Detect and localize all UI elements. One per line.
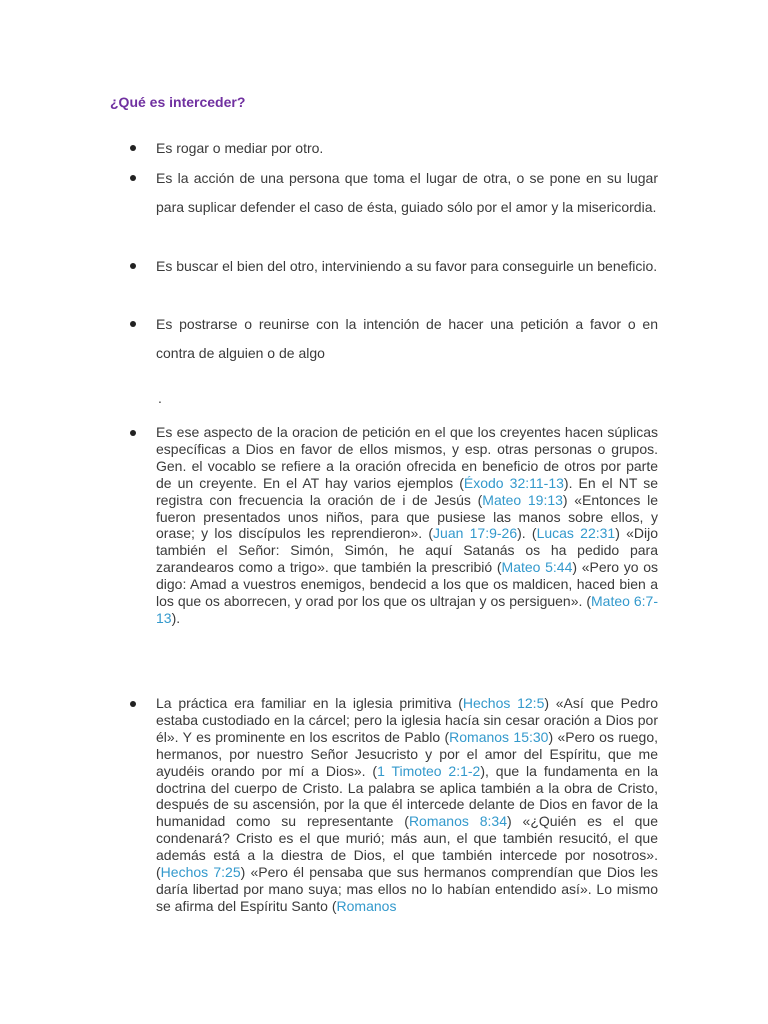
separator-dot: . (158, 390, 162, 406)
bullet-marker (130, 430, 136, 436)
list-item: Es buscar el bien del otro, interviniendo a su favor para conseguirle un beneficio. (156, 258, 658, 274)
paragraph-text: ), que la fundamenta en la doctrina del cuerpo de Cristo. La palabra se aplica también a la obra de Cristo, después de su ascensión, por la que él intercede delante de Dios en favor de la humanidad como su representante ( (156, 762, 659, 830)
bullet-marker (130, 263, 136, 269)
list-item: Es rogar o mediar por otro. (156, 140, 324, 156)
scripture-link[interactable]: Juan 17:9-26 (433, 525, 518, 542)
scripture-link[interactable]: 1 Timoteo 2:1-2 (377, 762, 481, 779)
scripture-link[interactable]: Lucas 22:31 (536, 525, 616, 542)
bullet-marker (130, 701, 136, 707)
scripture-link[interactable]: Romanos 8:34 (408, 813, 507, 830)
paragraph-text: Es ese aspecto de la oracion de petición en el que los creyentes hacen súplicas específicas a Dios en favor de ellos mismos, y esp. otras personas o grupos. Gen. el vocablo se refiere a la oración ofrecida en beneficio de otros por parte de un creyente. En el AT hay varios ejemplos ( (156, 424, 658, 491)
scripture-link[interactable]: Romanos 15:30 (449, 728, 549, 745)
scripture-link[interactable]: Hechos 12:5 (462, 695, 545, 711)
paragraph-text: ). ( (517, 525, 537, 542)
list-item: Es postrarse o reunirse con la intención de hacer una petición a favor o en contra de alguien o de algo (156, 316, 658, 362)
bullet-marker (130, 321, 136, 327)
scripture-link[interactable]: Romanos (336, 897, 397, 914)
page-title: ¿Qué es interceder? (110, 94, 246, 110)
list-item: Es la acción de una persona que toma el lugar de otra, o se pone en su lugar para suplicar defender el caso de ésta, guiado sólo por el amor y la misericordia. (156, 170, 658, 216)
paragraph-text: ) «Pero os ruego, hermanos, por nuestro Señor Jesucristo y por el amor del Espíritu, que me ayudéis orando por mí a Dios». ( (156, 728, 659, 779)
early-church-paragraph (156, 695, 658, 915)
paragraph-text: ) «Entonces le fueron presentados unos niños, para que pusiese las manos sobre ellos, y orase; y los discípulos les reprendieron». ( (156, 491, 658, 542)
bullet-marker (130, 145, 136, 151)
paragraph-text: ) «Pero él pensaba que sus hermanos comprendían que Dios les daría libertad por mano suya; mas ellos no lo habían entendido así». Lo mismo se afirma del Espíritu Santo ( (156, 864, 658, 914)
scripture-link[interactable]: Mateo 6:7-13 (156, 593, 658, 626)
scripture-link[interactable]: Éxodo 32:11-13 (463, 474, 564, 491)
paragraph-text: ) «¿Quién es el que condenará? Cristo es el que murió; más aun, el que también resucitó, el que además está a la diestra de Dios, el que también intercede por nosotros». ( (156, 813, 658, 881)
paragraph-text: ) «Pero yo os digo: Amad a vuestros enemigos, bendecid a los que os maldicen, haced bien a los que os aborrecen, y orad por los que os ultrajan y os persiguen». ( (156, 559, 658, 610)
paragraph-text: ) «Así que Pedro estaba custodiado en la cárcel; pero la iglesia hacía sin cesar oración a Dios por él». Y es prominente en los escritos de Pablo ( (156, 695, 659, 745)
paragraph-text: ). En el NT se registra con frecuencia la oración de i de Jesús ( (156, 474, 658, 508)
paragraph-text: ) «Dijo también el Señor: Simón, Simón, he aquí Satanás os ha pedido para zarandearos como a trigo». que también la prescribió ( (156, 525, 658, 576)
scripture-link[interactable]: Mateo 5:44 (501, 559, 573, 576)
bullet-marker (130, 175, 136, 181)
scripture-link[interactable]: Hechos 7:25 (160, 864, 241, 881)
paragraph-text: ). (171, 609, 181, 626)
intercession-paragraph (156, 424, 658, 627)
paragraph-text: La práctica era familiar en la iglesia primitiva ( (156, 695, 463, 711)
scripture-link[interactable]: Mateo 19:13 (482, 491, 563, 508)
